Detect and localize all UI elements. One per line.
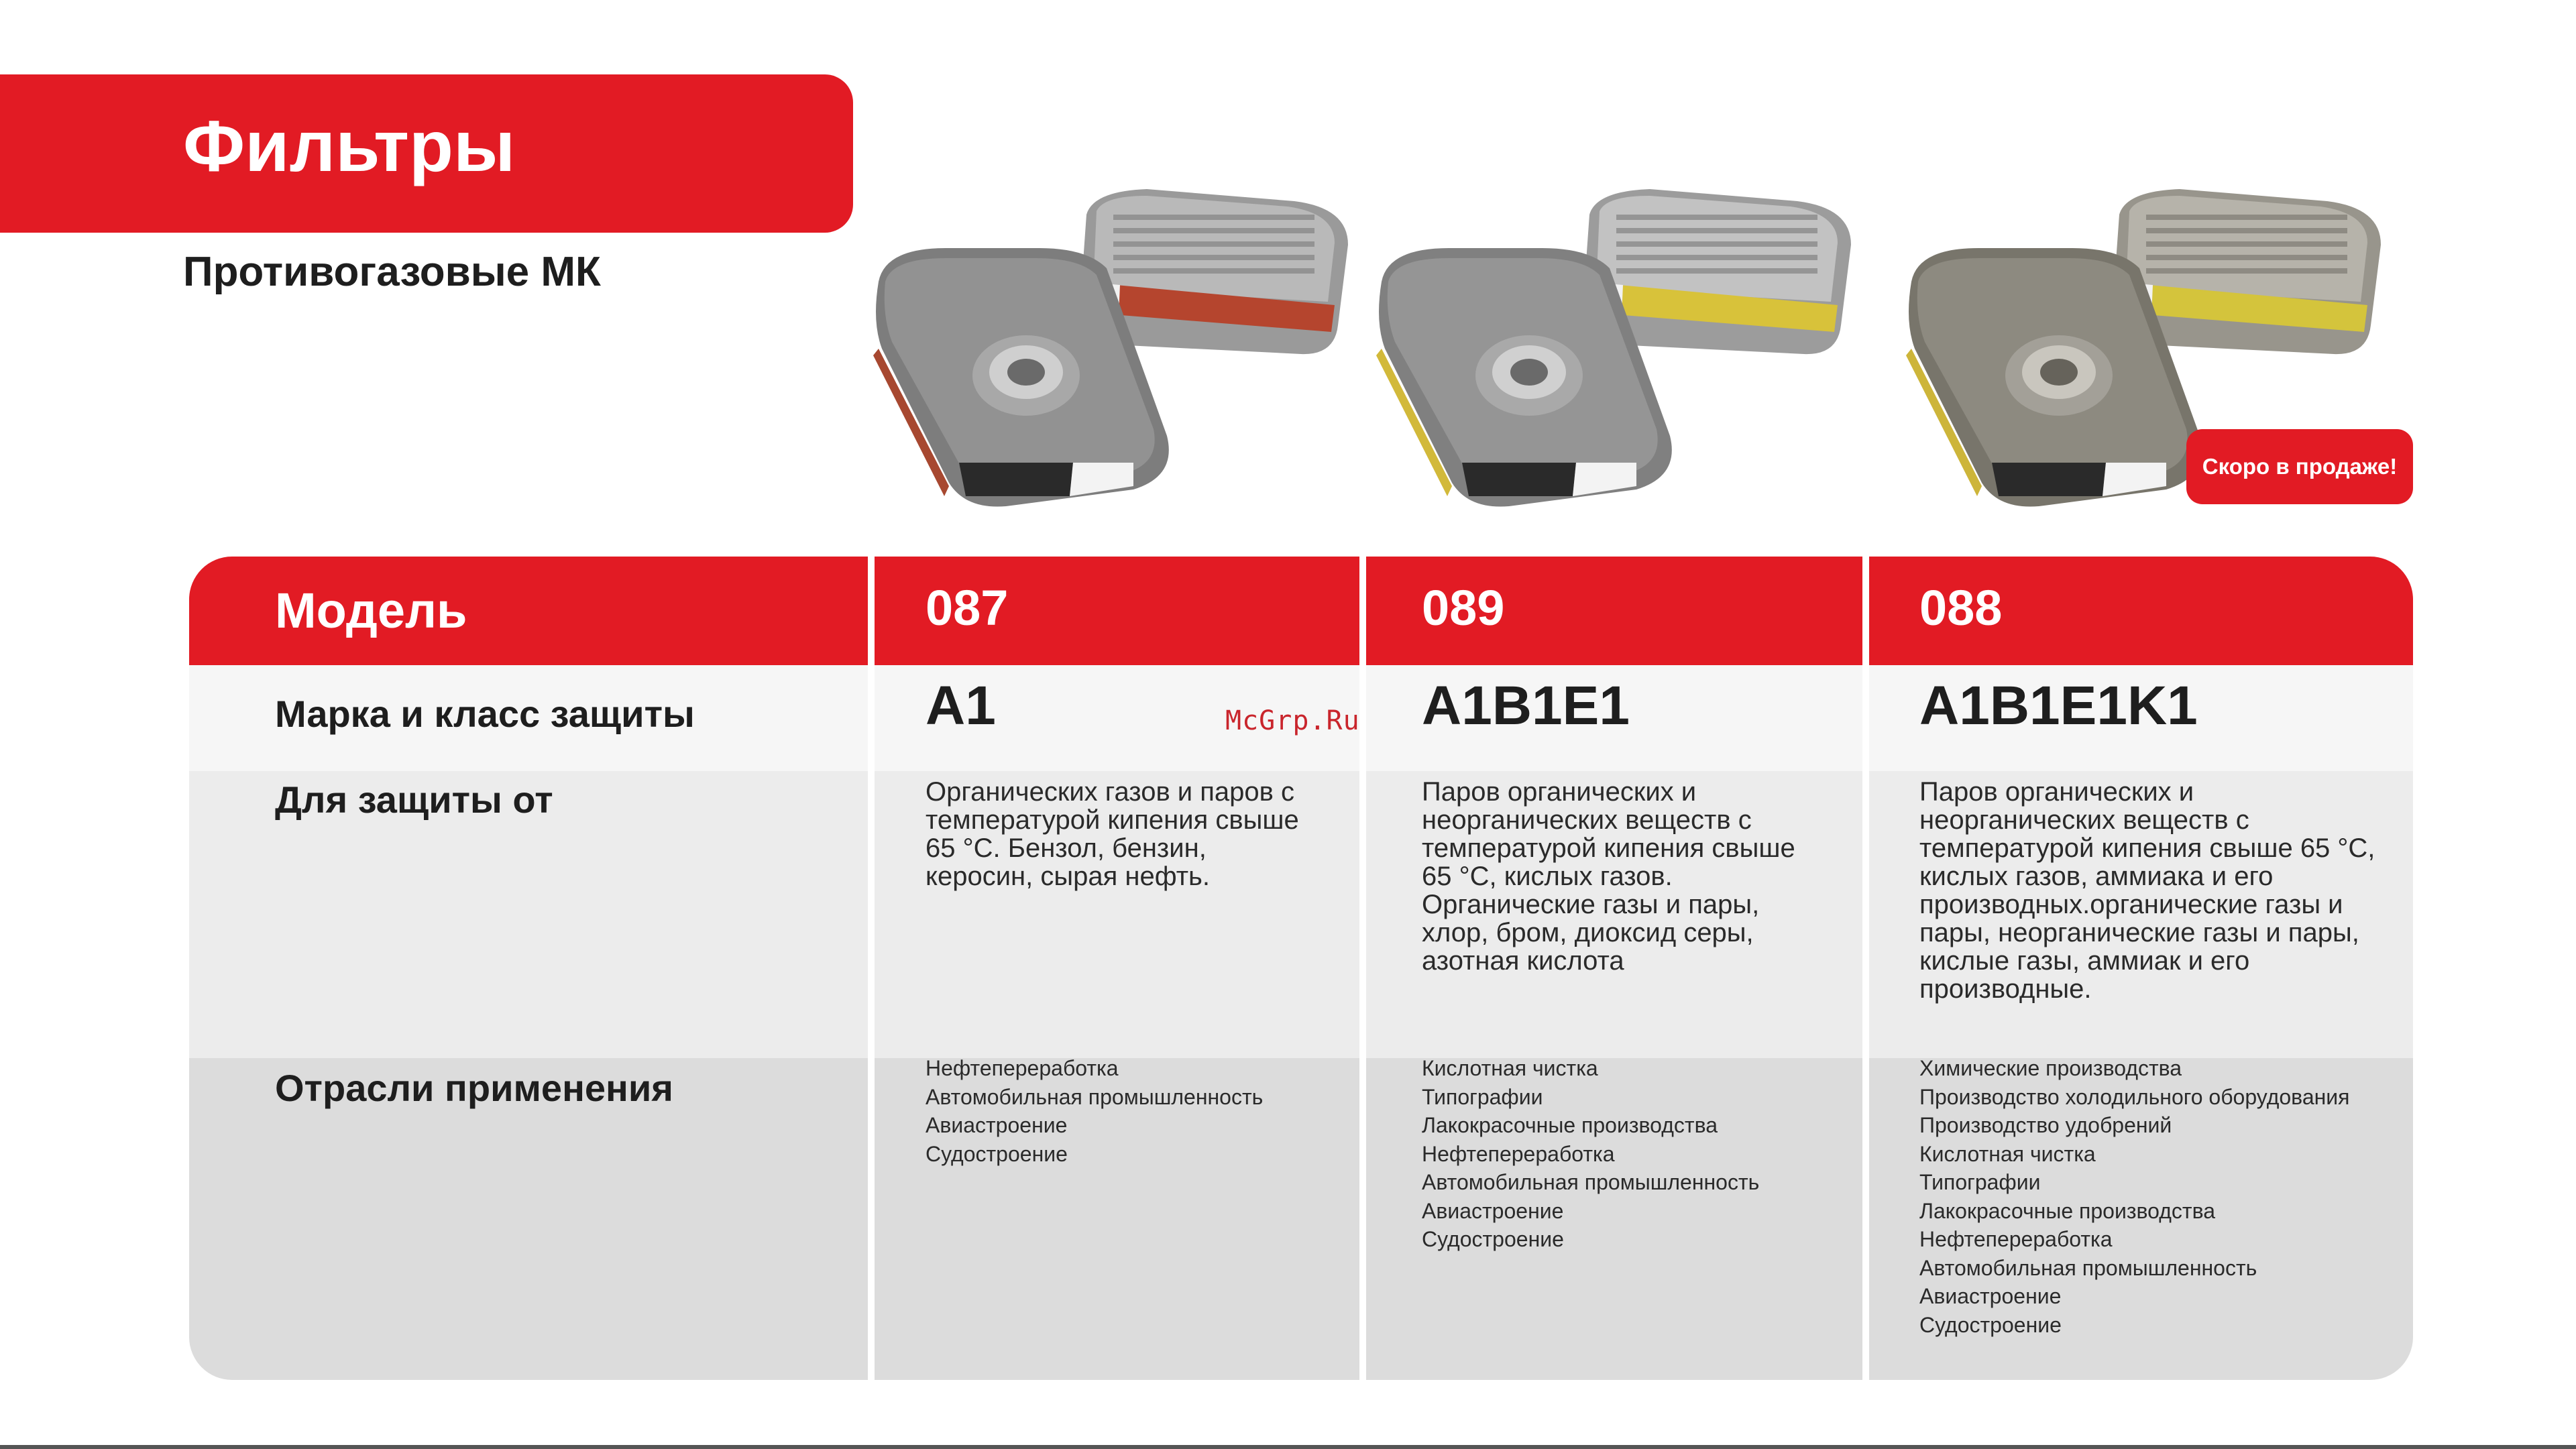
list-item: Авиастроение [1919,1284,2062,1308]
list-item: Нефтепереработка [1919,1227,2113,1251]
model-089: 089 [1422,580,1505,636]
column-divider [1359,557,1366,1380]
list-item: Автомобильная промышленность [1919,1255,2257,1280]
list-item: Нефтепереработка [926,1056,1119,1080]
industries-list-087 [926,1054,1341,1168]
model-088: 088 [1919,580,2003,636]
product-image-089 [1368,181,1864,510]
row-label-protect: Для защиты от [275,778,553,821]
list-item: Судостроение [1919,1312,2062,1337]
list-item: Кислотная чистка [1422,1056,1598,1080]
protect-text-089: Паров органических и неорганических веществ с температурой кипения свыше 65 °С, кислых газов. Органические газы и пары, хлор, бром, диоксид серы, азотная кислота [1422,777,1795,976]
model-087: 087 [926,580,1009,636]
column-divider [868,557,875,1380]
product-image-087 [865,181,1361,510]
watermark-text: McGrp.Ru [1225,705,1360,736]
list-item: Авиастроение [926,1113,1068,1137]
list-item: Кислотная чистка [1919,1141,2096,1166]
list-item: Нефтепереработка [1422,1141,1615,1166]
list-item: Авиастроение [1422,1198,1564,1223]
list-item: Типографии [1919,1170,2041,1194]
protect-text-087: Органических газов и паров с температурой кипения свыше 65 °С. Бензол, бензин, керосин, сырая нефть. [926,777,1299,891]
coming-soon-badge: Скоро в продаже! [2186,429,2413,504]
table-header-row [189,557,2413,665]
protect-text-088: Паров органических и неорганических веществ с температурой кипения свыше 65 °С, кислых газов, аммиака и его производных.органические газы и пары, неорганические газы и пары, кислые газы, аммиак и его производные. [1919,777,2375,1004]
list-item: Типографии [1422,1084,1543,1109]
row-label-model: Модель [275,583,467,638]
list-item: Автомобильная промышленность [1422,1170,1760,1194]
list-item: Производство удобрений [1919,1113,2172,1137]
row-label-industries: Отрасли применения [275,1067,673,1109]
list-item: Лакокрасочные производства [1422,1113,1718,1137]
list-item: Производство холодильного оборудования [1919,1084,2350,1109]
class-value-089: A1B1E1 [1422,675,1630,736]
bottom-border [0,1445,2576,1449]
class-value-088: A1B1E1K1 [1919,675,2198,736]
page-title: Фильтры [183,105,516,186]
industries-list-088 [1919,1054,2402,1339]
class-value-087: A1 [926,675,996,736]
filter-comparison-table [189,557,2413,1380]
row-label-class: Марка и класс защиты [275,693,695,735]
list-item: Судостроение [1422,1227,1564,1251]
list-item: Химические производства [1919,1056,2182,1080]
list-item: Автомобильная промышленность [926,1084,1264,1109]
industries-list-089 [1422,1054,1851,1254]
list-item: Лакокрасочные производства [1919,1198,2215,1223]
page-subtitle: Противогазовые МК [183,249,601,295]
column-divider [1862,557,1869,1380]
list-item: Судостроение [926,1141,1068,1166]
